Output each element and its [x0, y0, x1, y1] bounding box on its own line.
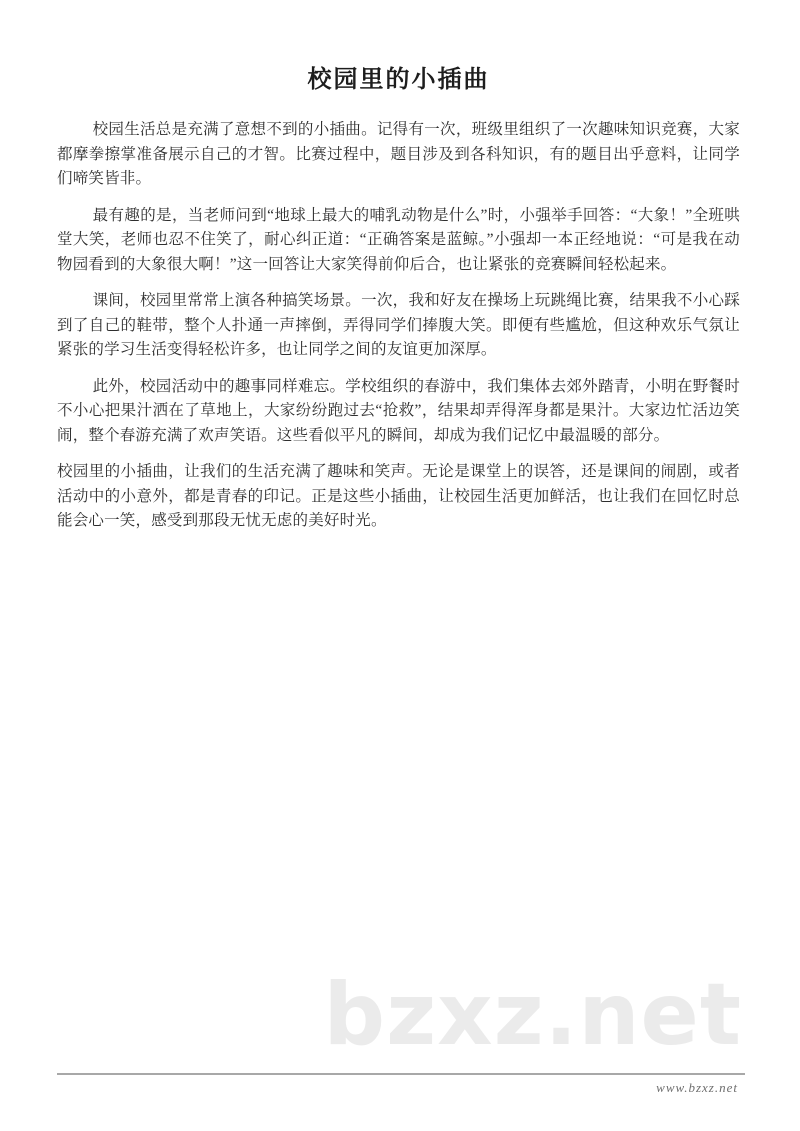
footer-divider — [57, 1073, 745, 1075]
paragraph-1: 校园生活总是充满了意想不到的小插曲。记得有一次，班级里组织了一次趣味知识竞赛，大家都摩拳擦掌准备展示自己的才智。比赛过程中，题目涉及到各科知识，有的题目出乎意料，让同学们啼笑皆非。 — [57, 121, 740, 187]
paragraph-5: 校园里的小插曲，让我们的生活充满了趣味和笑声。无论是课堂上的误答，还是课间的闹剧，或者活动中的小意外，都是青春的印记。正是这些小插曲，让校园生活更加鲜活，也让我们在回忆时总能会心一笑，感受到那段无忧无虑的美好时光。 — [57, 463, 740, 529]
paragraph-2: 最有趣的是，当老师问到“地球上最大的哺乳动物是什么”时，小强举手回答：“大象！”全班哄堂大笑，老师也忍不住笑了，耐心纠正道：“正确答案是蓝鲸。”小强却一本正经地说：“可是我在动物园看到的大象很大啊！”这一回答让大家笑得前仰后合，也让紧张的竞赛瞬间轻松起来。 — [57, 206, 740, 273]
footer-site-url: www.bzxz.net — [656, 1080, 738, 1095]
site-watermark: bzxz.net — [323, 965, 742, 1065]
document-title: 校园里的小插曲 — [307, 67, 490, 93]
paragraph-3: 课间，校园里常常上演各种搞笑场景。一次，我和好友在操场上玩跳绳比赛，结果我不小心踩到了自己的鞋带，整个人扑通一声摔倒，弄得同学们捧腹大笑。即便有些尴尬，但这种欢乐气氛让紧张的学习生活变得轻松许多，也让同学之间的友谊更加深厚。 — [57, 292, 740, 358]
essay-body — [57, 118, 740, 534]
paragraph-4: 此外，校园活动中的趣事同样难忘。学校组织的春游中，我们集体去郊外踏青，小明在野餐时不小心把果汁洒在了草地上，大家纷纷跑过去“抢救”，结果却弄得浑身都是果汁。大家边忙活边笑闹，整个春游充满了欢声笑语。这些看似平凡的瞬间，却成为我们记忆中最温暖的部分。 — [57, 377, 740, 444]
